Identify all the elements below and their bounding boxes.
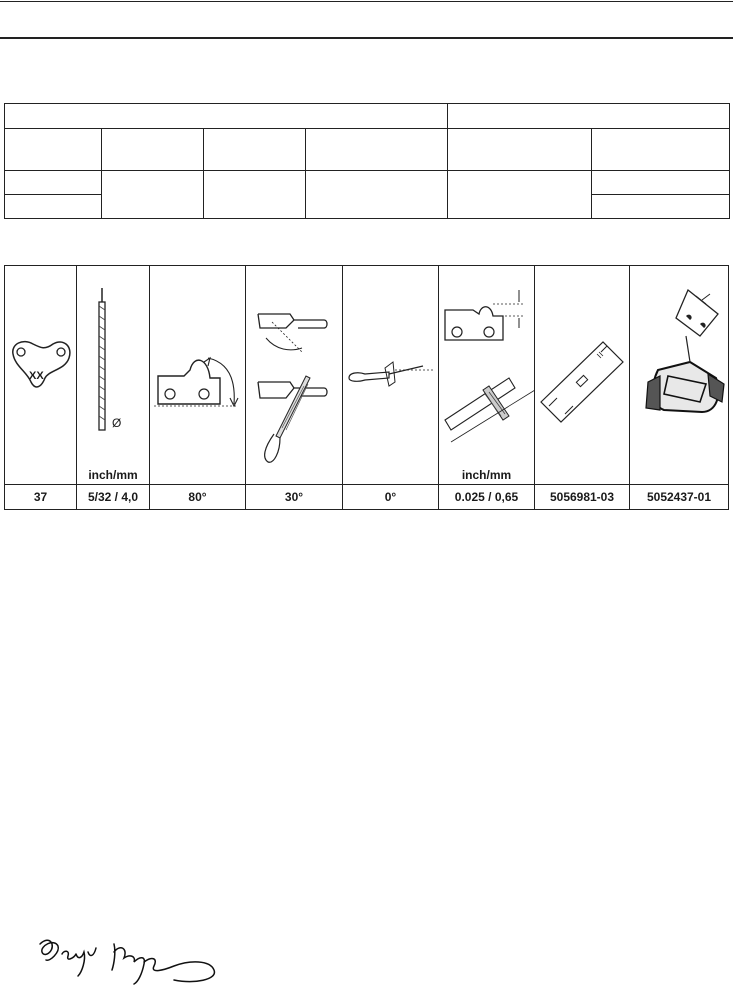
side-plate-angle-value: 0° <box>343 485 439 509</box>
chain-code-value: 37 <box>5 485 77 509</box>
header-rule <box>0 37 733 39</box>
file-cell <box>77 266 150 484</box>
spec-col-3 <box>204 129 306 171</box>
spec-group-right <box>448 104 730 129</box>
tool-cell <box>630 266 728 484</box>
spec-cell <box>448 171 592 219</box>
round-file-icon <box>77 266 150 484</box>
filing-angle-value: 30° <box>246 485 343 509</box>
depth-gauge-cell <box>439 266 535 484</box>
spec-cell <box>5 195 102 219</box>
chain-marker-label: XX <box>29 370 44 382</box>
spec-cell <box>102 171 204 219</box>
file-holder-icon <box>343 266 439 484</box>
filing-angle-cell <box>246 266 343 484</box>
spec-cell <box>592 171 730 195</box>
spec-group-left <box>5 104 448 129</box>
gauge-cell <box>535 266 630 484</box>
spec-header-row <box>5 104 730 129</box>
spec-table <box>4 103 730 219</box>
top-plate-angle-value: 80° <box>150 485 246 509</box>
sharpening-table <box>4 265 729 510</box>
spec-col-4 <box>306 129 448 171</box>
spec-col-1 <box>5 129 102 171</box>
top-plate-angle-cell <box>150 266 246 484</box>
handwritten-signature <box>34 930 224 990</box>
spec-cell <box>5 171 102 195</box>
chain-code-cell <box>5 266 77 484</box>
top-rule <box>0 1 733 2</box>
spec-col-5 <box>448 129 592 171</box>
spec-col-2 <box>102 129 204 171</box>
tool-part-number: 5052437-01 <box>646 490 712 504</box>
spec-cell <box>306 171 448 219</box>
spec-cell <box>204 171 306 219</box>
file-unit-label: inch/mm <box>88 468 138 482</box>
depth-gauge-value: 0.025 / 0,65 <box>439 485 535 509</box>
spec-row-1 <box>5 171 730 195</box>
side-plate-angle-cell <box>343 266 439 484</box>
spec-col-6 <box>592 129 730 171</box>
depth-gauge-icon <box>439 266 535 484</box>
spec-cell <box>592 195 730 219</box>
diameter-symbol: Ø <box>112 416 122 430</box>
spec-column-row <box>5 129 730 171</box>
cutter-angle-icon <box>150 266 246 484</box>
filing-angle-icon <box>246 266 343 484</box>
depth-gauge-tool-icon <box>535 266 630 484</box>
gauge-part-number: 5056981-03 <box>535 485 630 509</box>
depth-unit-label: inch/mm <box>461 468 512 482</box>
sharpening-jig-icon <box>630 266 728 484</box>
file-diameter-value: 5/32 / 4,0 <box>77 485 150 509</box>
